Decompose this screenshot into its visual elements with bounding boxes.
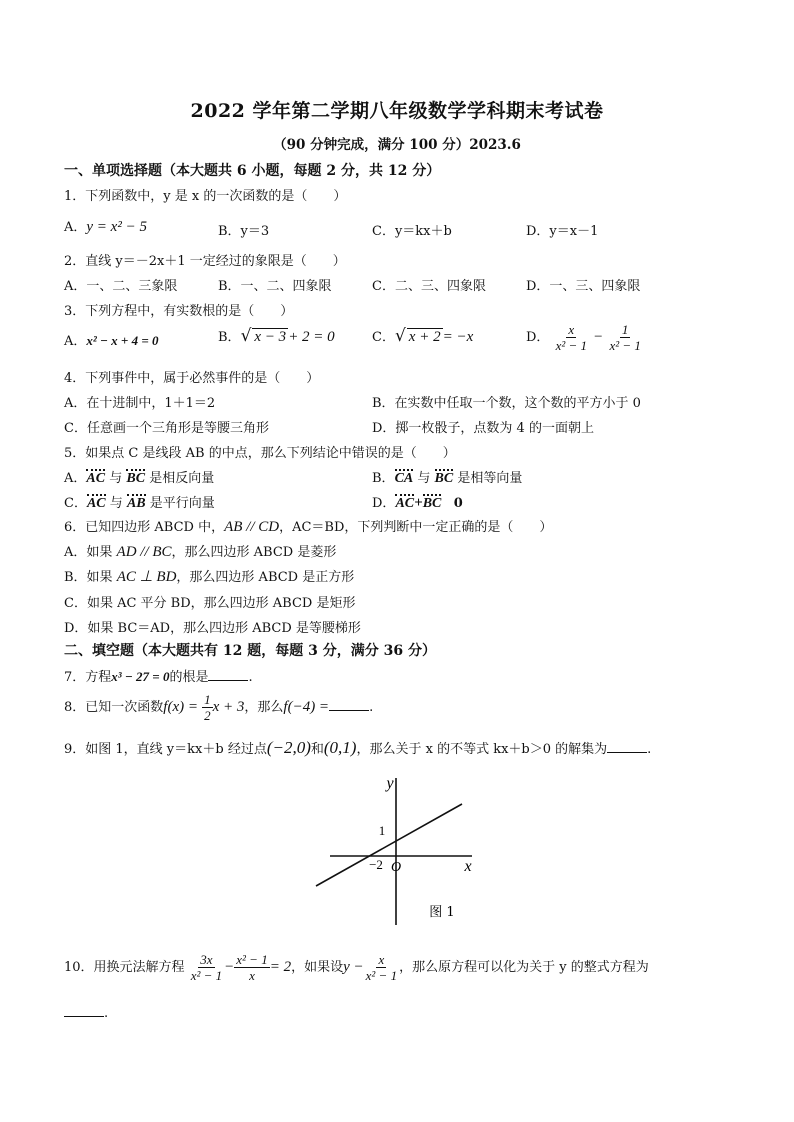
vector-ac: AC (86, 471, 106, 486)
q5-stem: 5．如果点 C 是线段 AB 的中点，那么下列结论中错误的是（ ） (64, 446, 456, 461)
q10-frac1 (189, 952, 224, 983)
x-axis-label: x (464, 858, 472, 875)
q1-option-c: C．y＝kx＋b (372, 224, 452, 239)
section-1-heading: 一、单项选择题（本大题共 6 小题，每题 2 分，共 12 分） (64, 163, 441, 179)
sqrt-symbol: √ (394, 326, 406, 346)
q1-a-expr: y = x² − 5 (86, 219, 147, 235)
q10-substitution: y − (343, 959, 364, 975)
q5-option-b (372, 467, 522, 487)
exam-subtitle: （90 分钟完成，满分 100 分）2023.6 (273, 137, 521, 153)
q6-stem-pre: 6．已知四边形 ABCD 中， (64, 520, 225, 535)
q5-c-label: C． (64, 496, 87, 511)
q4-option-a: A．在十进制中，1＋1＝2 (64, 396, 216, 411)
q5-a-label: A． (64, 471, 87, 486)
sqrt-symbol: √ (240, 326, 252, 346)
q10 (64, 952, 649, 983)
answer-blank[interactable] (64, 1004, 104, 1017)
q10-frac2 (234, 952, 269, 983)
q6-stem (64, 516, 552, 536)
q10-frac3 (364, 952, 399, 983)
q3-b-tail: + 2 = 0 (288, 329, 335, 345)
q6-option-c: C．如果 AC 平分 BD，那么四边形 ABCD 是矩形 (64, 596, 356, 611)
q1-option-b: B．y＝3 (218, 224, 270, 239)
q8-end: . (369, 700, 374, 715)
q8-mid: ，那么 (244, 700, 284, 715)
q5-d-label: D． (372, 496, 396, 511)
vector-ac: AC (86, 496, 106, 511)
section-2-heading: 二、填空题（本大题共有 12 题，每题 3 分，满分 36 分） (64, 643, 436, 659)
q8-f-of-minus4: f(−4) = (283, 699, 330, 715)
q3-option-d (526, 322, 643, 353)
q2-option-d: D．一、三、四象限 (526, 279, 641, 294)
zero-vector: 0 (453, 496, 463, 511)
q3-d-label: D． (526, 330, 550, 345)
tick-label-neg2: −2 (369, 857, 383, 872)
q1-option-a (64, 216, 147, 236)
q4-option-b: B．在实数中任取一个数，这个数的平方小于 0 (372, 396, 641, 411)
q5-option-d (372, 492, 463, 512)
q7-post: 的根是 (169, 670, 209, 685)
tick-label-1: 1 (378, 823, 386, 838)
q6-b-pre: B．如果 (64, 570, 117, 585)
q9-post: ，那么关于 x 的不等式 kx＋b＞0 的解集为 (356, 742, 608, 757)
q8-pre: 8．已知一次函数 (64, 700, 164, 715)
q3-option-b (218, 326, 335, 346)
q1-stem: 1．下列函数中，y 是 x 的一次函数的是（ ） (64, 189, 347, 204)
figure-1-graph (310, 770, 480, 930)
vector-ca: CA (394, 471, 414, 486)
q7-end: . (248, 670, 253, 685)
q3-c-radicand: x + 2 (408, 329, 441, 345)
q6-stem-math: AB // CD (224, 519, 280, 535)
q8 (64, 692, 373, 723)
q10-answer-line (64, 1004, 108, 1021)
vector-bc: BC (422, 496, 442, 511)
q3-c-label: C． (372, 330, 395, 345)
q8-half-frac (202, 692, 213, 723)
q6-option-b (64, 566, 354, 586)
q10-post: ，那么原方程可以化为关于 y 的整式方程为 (399, 960, 649, 975)
q5-a-mid: 与 (109, 471, 123, 486)
minus-sign: − (224, 959, 235, 975)
q9-end: . (647, 742, 652, 757)
q3-option-a (64, 330, 158, 349)
q10-pre: 10．用换元法解方程 (64, 960, 185, 975)
plus-sign: + (414, 495, 423, 511)
q3-stem: 3．下列方程中，有实数根的是（ ） (64, 304, 294, 319)
q6-b-math: AC ⊥ BD (116, 569, 177, 585)
answer-blank[interactable] (208, 668, 248, 681)
q8-tail: x + 3 (212, 699, 245, 715)
q9 (64, 738, 651, 758)
vector-bc: BC (434, 471, 454, 486)
q7-pre: 7．方程 (64, 670, 112, 685)
frac-denominator: x² − 1 (609, 338, 641, 353)
figure-caption: 图 1 (429, 905, 455, 920)
q5-c-mid: 与 (109, 496, 123, 511)
q9-and: 和 (310, 742, 324, 757)
q3-d-frac1 (554, 322, 589, 353)
q6-option-d: D．如果 BC＝AD，那么四边形 ABCD 是等腰梯形 (64, 621, 361, 636)
q6-a-math: AD // BC (116, 544, 172, 560)
exam-title: 2022 学年第二学期八年级数学学科期末考试卷 (190, 100, 604, 122)
answer-blank[interactable] (607, 740, 647, 753)
frac-denominator: x² − 1 (190, 968, 223, 983)
q3-d-frac2 (607, 322, 642, 353)
y-axis-label: y (386, 775, 394, 792)
q10-mid: ，如果设 (291, 960, 344, 975)
q2-option-c: C．二、三、四象限 (372, 279, 486, 294)
q4-stem: 4．下列事件中，属于必然事件的是（ ） (64, 371, 320, 386)
line-y-kx-b (316, 804, 462, 886)
frac-numerator: x (378, 952, 385, 967)
q2-option-b: B．一、二、四象限 (218, 279, 332, 294)
q6-option-a (64, 541, 336, 561)
frac-numerator: 3x (200, 952, 213, 967)
q2-stem: 2．直线 y＝－2x＋1 一定经过的象限是（ ） (64, 254, 346, 269)
q5-c-tail: 是平行向量 (149, 496, 215, 511)
q3-b-radicand: x − 3 (254, 329, 287, 345)
q3-c-tail: = −x (442, 329, 474, 345)
minus-sign: − (593, 329, 604, 345)
q4-option-d: D．掷一枚骰子，点数为 4 的一面朝上 (372, 421, 594, 436)
q3-a-expr: x² − x + 4 = 0 (86, 333, 159, 348)
answer-blank[interactable] (329, 698, 369, 711)
q5-b-mid: 与 (417, 471, 431, 486)
q3-a-label: A． (64, 334, 87, 349)
q7-math: x³ − 27 = 0 (111, 669, 170, 684)
vector-ab: AB (126, 496, 146, 511)
q6-a-pre: A．如果 (64, 545, 117, 560)
q9-point-2: (0,1) (323, 738, 357, 757)
q3-b-label: B． (218, 330, 241, 345)
q6-a-post: ，那么四边形 ABCD 是菱形 (171, 545, 337, 560)
q6-b-post: ，那么四边形 ABCD 是正方形 (176, 570, 355, 585)
frac-numerator: x² − 1 (236, 952, 268, 967)
frac-denominator: 2 (204, 708, 211, 723)
vector-ac: AC (395, 496, 415, 511)
q10-end: . (104, 1006, 109, 1021)
q2-option-a: A．一、二、三象限 (64, 279, 178, 294)
q5-a-tail: 是相反向量 (149, 471, 215, 486)
q9-point-1: (−2,0) (266, 738, 311, 757)
frac-denominator: x² − 1 (365, 968, 398, 983)
frac-denominator: x² − 1 (555, 338, 588, 353)
q5-option-a (64, 467, 214, 487)
q1-a-label: A． (64, 220, 87, 235)
q1-option-d: D．y＝x－1 (526, 224, 599, 239)
frac-numerator: 1 (621, 322, 629, 337)
q10-eq: = 2 (269, 959, 292, 975)
q8-function: f(x) = (163, 699, 198, 715)
frac-denominator: x (249, 968, 255, 983)
vector-bc: BC (126, 471, 146, 486)
frac-numerator: x (568, 322, 575, 337)
q3-option-c (372, 326, 473, 346)
q5-b-label: B． (372, 471, 395, 486)
q4-option-c: C．任意画一个三角形是等腰三角形 (64, 421, 269, 436)
frac-numerator: 1 (204, 692, 211, 707)
q9-pre: 9．如图 1，直线 y＝kx＋b 经过点 (64, 742, 267, 757)
q7 (64, 666, 253, 685)
q5-option-c (64, 492, 215, 512)
q5-b-tail: 是相等向量 (457, 471, 523, 486)
origin-label: O (390, 860, 402, 875)
q6-stem-post: ，AC＝BD，下列判断中一定正确的是（ ） (279, 520, 553, 535)
